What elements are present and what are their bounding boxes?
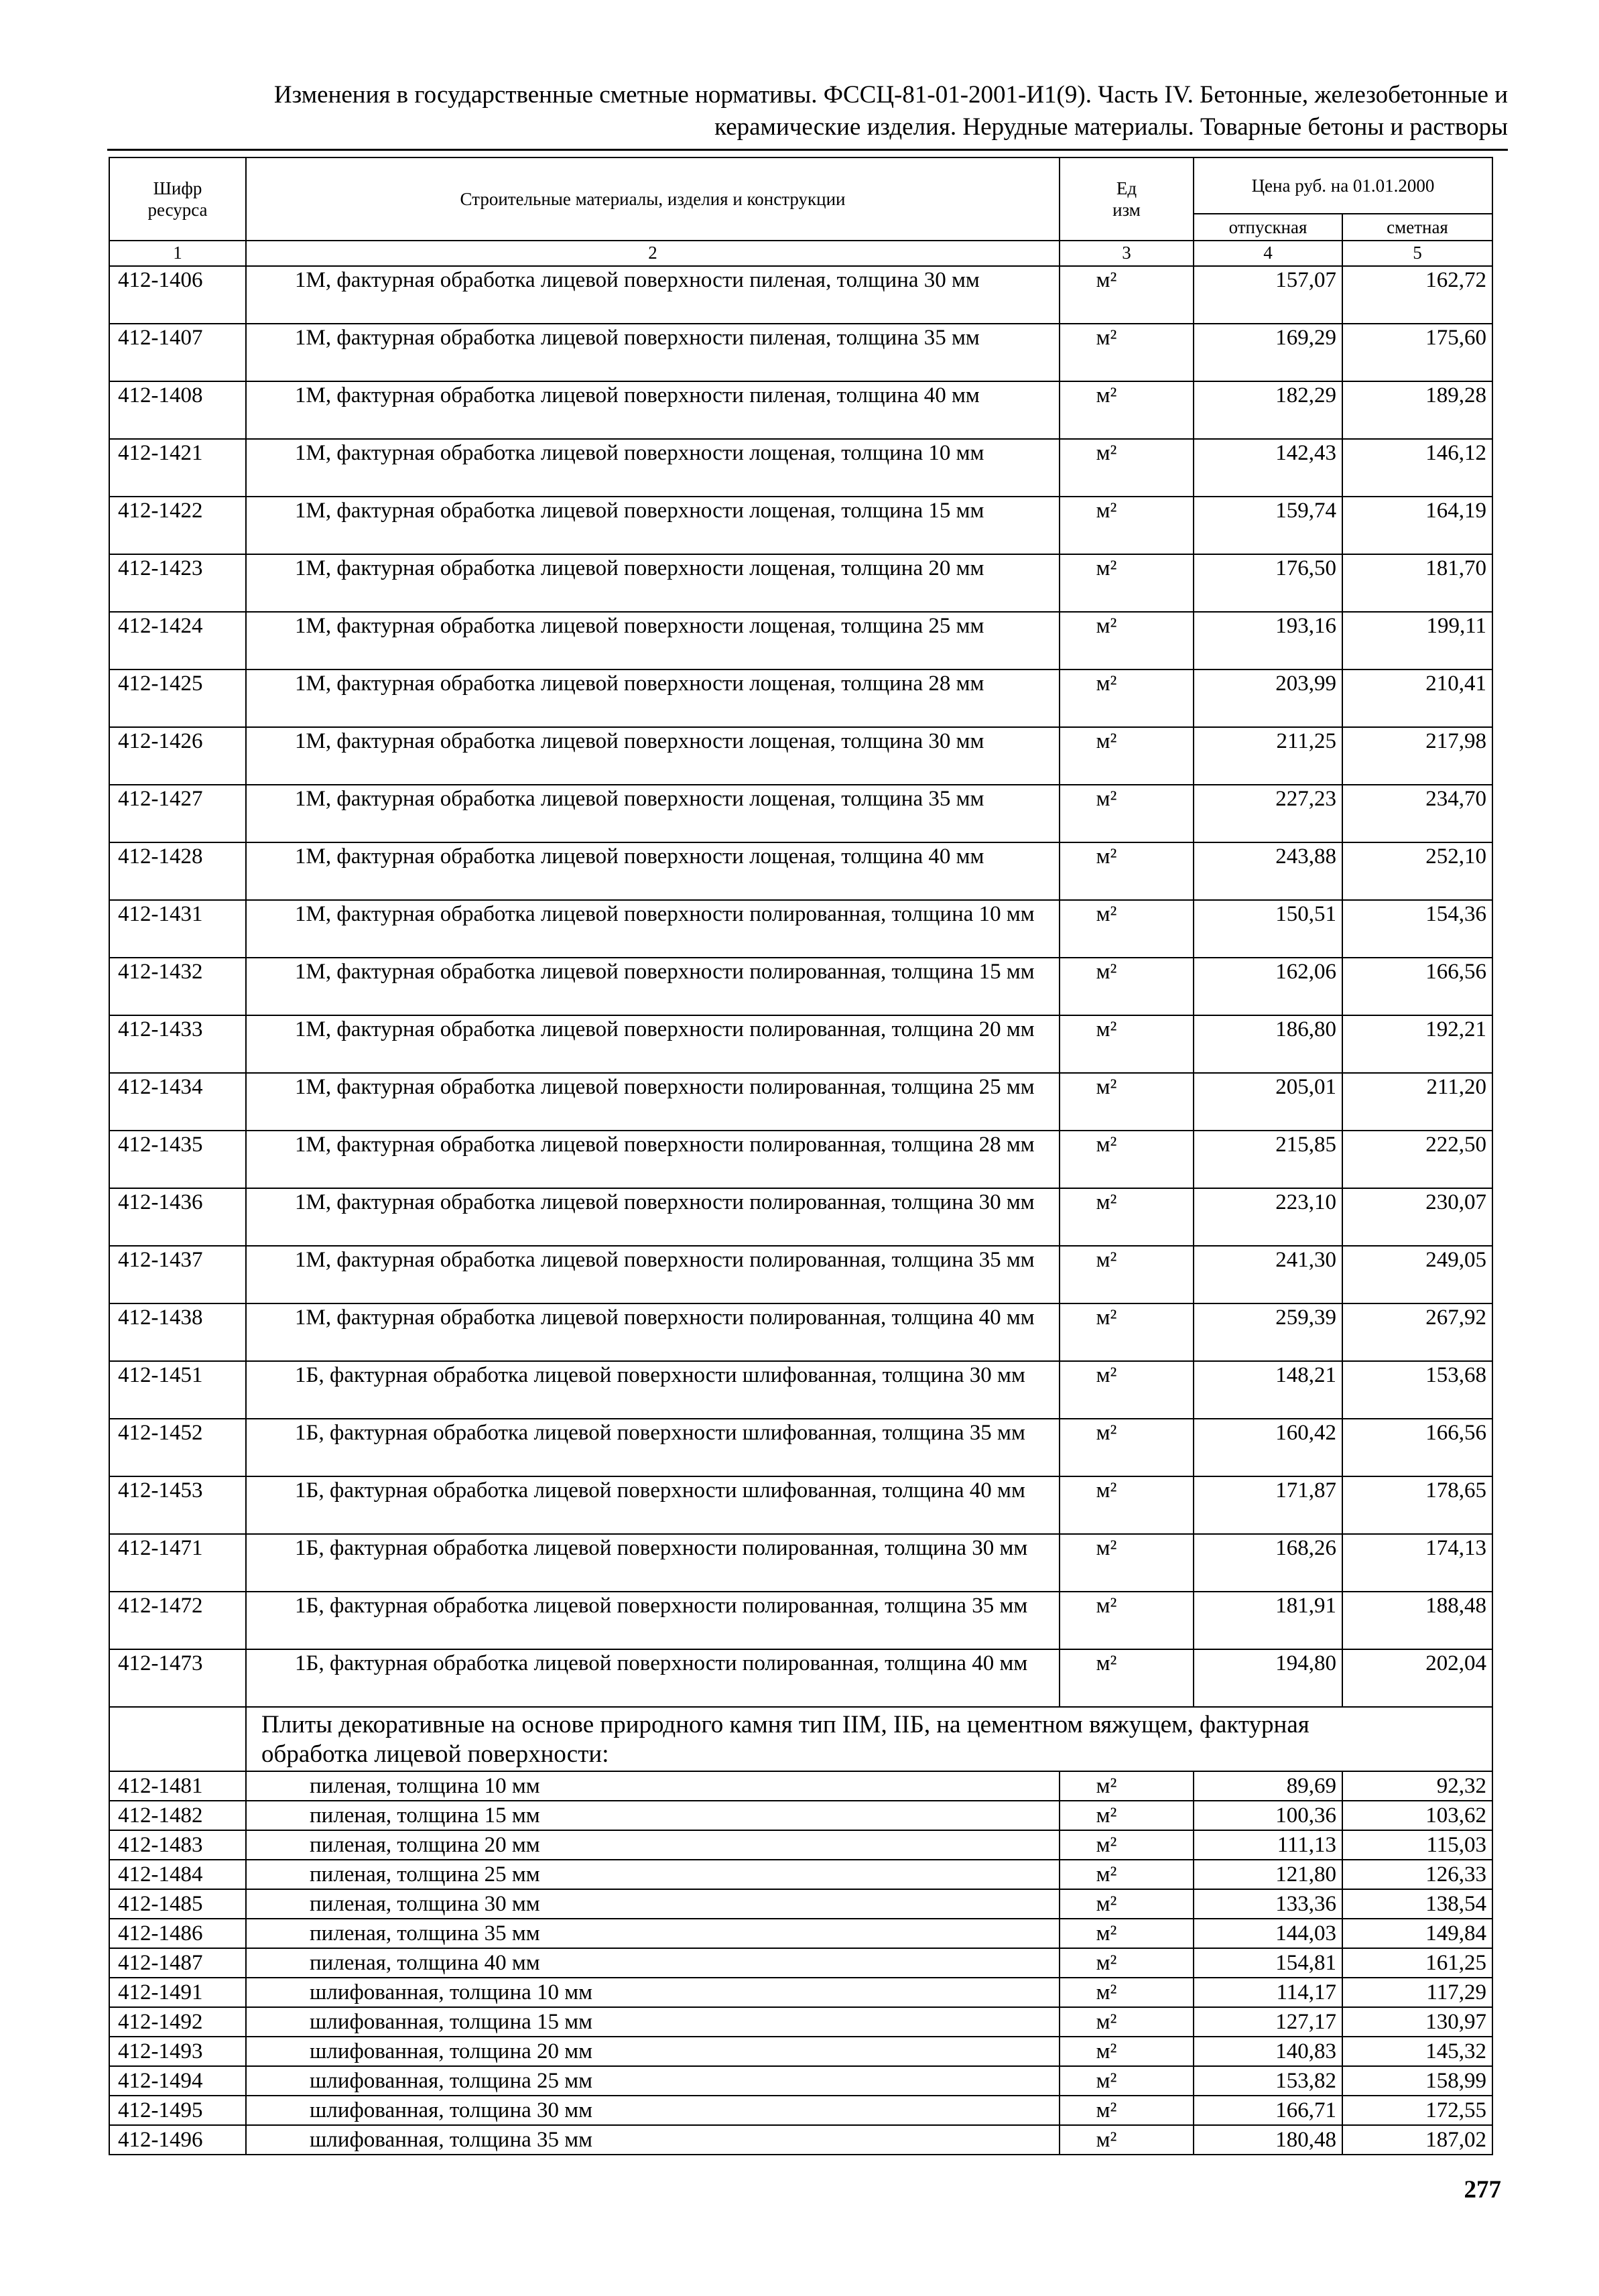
release-price: 142,43 [1194, 439, 1342, 497]
description-text: 1М, фактурная обработка лицевой поверхности полированная, толщина 10 мм [295, 902, 1035, 926]
resource-code: 412-1436 [109, 1188, 246, 1246]
estimate-price: 117,29 [1342, 1978, 1492, 2007]
description-text: пиленая, толщина 20 мм [310, 1833, 540, 1857]
release-price: 194,80 [1194, 1649, 1342, 1707]
description-text: пиленая, толщина 10 мм [310, 1774, 540, 1798]
resource-description [246, 1476, 1060, 1534]
unit-of-measure: м² [1060, 1534, 1194, 1592]
resource-description [246, 1419, 1060, 1476]
resource-code: 412-1408 [109, 381, 246, 439]
release-price: 169,29 [1194, 324, 1342, 381]
unit-of-measure: м² [1060, 727, 1194, 785]
description-text: 1М, фактурная обработка лицевой поверхности полированная, толщина 35 мм [295, 1248, 1035, 1272]
description-text: 1М, фактурная обработка лицевой поверхности пиленая, толщина 40 мм [295, 383, 980, 407]
table-row [109, 1771, 1492, 1801]
unit-of-measure: м² [1060, 1771, 1194, 1801]
resource-description [246, 1830, 1060, 1860]
resource-description [246, 1801, 1060, 1830]
description-text: 1М, фактурная обработка лицевой поверхности пиленая, толщина 30 мм [295, 268, 980, 292]
estimate-price: 126,33 [1342, 1860, 1492, 1889]
estimate-price: 249,05 [1342, 1246, 1492, 1303]
table-row [109, 1948, 1492, 1978]
unit-of-measure: м² [1060, 1131, 1194, 1188]
estimate-price: 161,25 [1342, 1948, 1492, 1978]
table-row [109, 1860, 1492, 1889]
resource-code: 412-1453 [109, 1476, 246, 1534]
table-row [109, 669, 1492, 727]
resource-description [246, 324, 1060, 381]
unit-of-measure: м² [1060, 1948, 1194, 1978]
release-price: 166,71 [1194, 2096, 1342, 2125]
table-row [109, 2066, 1492, 2096]
estimate-price: 189,28 [1342, 381, 1492, 439]
description-text: пиленая, толщина 15 мм [310, 1803, 540, 1828]
resource-description [246, 669, 1060, 727]
resource-code: 412-1451 [109, 1361, 246, 1419]
release-price: 186,80 [1194, 1015, 1342, 1073]
estimate-price: 210,41 [1342, 669, 1492, 727]
resource-code: 412-1422 [109, 497, 246, 554]
table-row [109, 1015, 1492, 1073]
release-price: 160,42 [1194, 1419, 1342, 1476]
table-row [109, 1476, 1492, 1534]
resource-code: 412-1486 [109, 1919, 246, 1948]
table-row [109, 1830, 1492, 1860]
resource-description [246, 785, 1060, 842]
table-row [109, 1131, 1492, 1188]
header-unit-line1: Ед [1116, 178, 1137, 198]
release-price: 140,83 [1194, 2037, 1342, 2066]
estimate-price: 199,11 [1342, 612, 1492, 669]
resource-code: 412-1472 [109, 1592, 246, 1649]
release-price: 215,85 [1194, 1131, 1342, 1188]
description-text: шлифованная, толщина 30 мм [310, 2098, 593, 2122]
resource-description [246, 2066, 1060, 2096]
table-row [109, 2007, 1492, 2037]
description-text: 1Б, фактурная обработка лицевой поверхности полированная, толщина 30 мм [295, 1536, 1028, 1560]
estimate-price: 145,32 [1342, 2037, 1492, 2066]
description-text: 1Б, фактурная обработка лицевой поверхности полированная, толщина 35 мм [295, 1594, 1028, 1618]
resource-code: 412-1485 [109, 1889, 246, 1919]
unit-of-measure: м² [1060, 1860, 1194, 1889]
column-number-row [109, 241, 1492, 266]
release-price: 203,99 [1194, 669, 1342, 727]
resource-code: 412-1425 [109, 669, 246, 727]
description-text: 1М, фактурная обработка лицевой поверхности лощеная, толщина 10 мм [295, 441, 984, 465]
estimate-price: 92,32 [1342, 1771, 1492, 1801]
resource-description [246, 1015, 1060, 1073]
unit-of-measure: м² [1060, 1361, 1194, 1419]
resource-code: 412-1407 [109, 324, 246, 381]
resource-code: 412-1487 [109, 1948, 246, 1978]
resource-description [246, 1649, 1060, 1707]
description-text: шлифованная, толщина 20 мм [310, 2039, 593, 2063]
header-estimate: сметная [1342, 214, 1492, 241]
unit-of-measure: м² [1060, 381, 1194, 439]
description-text: 1М, фактурная обработка лицевой поверхности пиленая, толщина 35 мм [295, 326, 980, 350]
release-price: 111,13 [1194, 1830, 1342, 1860]
resource-code: 412-1434 [109, 1073, 246, 1131]
description-text: 1М, фактурная обработка лицевой поверхности лощеная, толщина 28 мм [295, 672, 984, 696]
table-row [109, 1592, 1492, 1649]
estimate-price: 174,13 [1342, 1534, 1492, 1592]
unit-of-measure: м² [1060, 2007, 1194, 2037]
release-price: 181,91 [1194, 1592, 1342, 1649]
table-row [109, 1919, 1492, 1948]
resource-description [246, 1919, 1060, 1948]
resource-code: 412-1438 [109, 1303, 246, 1361]
description-text: 1Б, фактурная обработка лицевой поверхности шлифованная, толщина 35 мм [295, 1421, 1025, 1445]
resource-code: 412-1473 [109, 1649, 246, 1707]
table-row [109, 1246, 1492, 1303]
table-row [109, 1649, 1492, 1707]
release-price: 154,81 [1194, 1948, 1342, 1978]
resource-code: 412-1483 [109, 1830, 246, 1860]
resource-code: 412-1493 [109, 2037, 246, 2066]
description-text: 1М, фактурная обработка лицевой поверхности полированная, толщина 28 мм [295, 1133, 1035, 1157]
description-text: пиленая, толщина 40 мм [310, 1951, 540, 1975]
resource-code: 412-1481 [109, 1771, 246, 1801]
release-price: 227,23 [1194, 785, 1342, 842]
resource-description [246, 842, 1060, 900]
estimate-price: 178,65 [1342, 1476, 1492, 1534]
table-row [109, 1419, 1492, 1476]
release-price: 176,50 [1194, 554, 1342, 612]
estimate-price: 230,07 [1342, 1188, 1492, 1246]
estimate-price: 130,97 [1342, 2007, 1492, 2037]
unit-of-measure: м² [1060, 1889, 1194, 1919]
resource-description [246, 1303, 1060, 1361]
resource-code: 412-1495 [109, 2096, 246, 2125]
table-row [109, 2125, 1492, 2155]
release-price: 205,01 [1194, 1073, 1342, 1131]
resource-description [246, 554, 1060, 612]
resource-code: 412-1484 [109, 1860, 246, 1889]
resource-description [246, 2037, 1060, 2066]
table-row [109, 381, 1492, 439]
estimate-price: 146,12 [1342, 439, 1492, 497]
table-row [109, 727, 1492, 785]
unit-of-measure: м² [1060, 900, 1194, 958]
resource-description [246, 1361, 1060, 1419]
release-price: 162,06 [1194, 958, 1342, 1015]
resource-code: 412-1428 [109, 842, 246, 900]
header-cipher-line2: ресурса [147, 200, 208, 220]
table-row [109, 497, 1492, 554]
unit-of-measure: м² [1060, 2125, 1194, 2155]
description-text: шлифованная, толщина 15 мм [310, 2010, 593, 2034]
unit-of-measure: м² [1060, 958, 1194, 1015]
resource-code: 412-1471 [109, 1534, 246, 1592]
table-row [109, 1889, 1492, 1919]
header-materials: Строительные материалы, изделия и конструкции [246, 157, 1060, 241]
resource-description [246, 1073, 1060, 1131]
estimate-price: 103,62 [1342, 1801, 1492, 1830]
estimate-price: 158,99 [1342, 2066, 1492, 2096]
resource-description [246, 1860, 1060, 1889]
estimate-price: 175,60 [1342, 324, 1492, 381]
resource-code: 412-1421 [109, 439, 246, 497]
description-text: шлифованная, толщина 10 мм [310, 1980, 593, 2004]
description-text: 1М, фактурная обработка лицевой поверхности полированная, толщина 20 мм [295, 1017, 1035, 1041]
table-row [109, 958, 1492, 1015]
description-text: шлифованная, толщина 35 мм [310, 2128, 593, 2152]
resource-code: 412-1494 [109, 2066, 246, 2096]
description-text: 1М, фактурная обработка лицевой поверхности полированная, толщина 30 мм [295, 1190, 1035, 1214]
column-number: 1 [109, 241, 246, 266]
unit-of-measure: м² [1060, 1978, 1194, 2007]
page-header [134, 79, 1508, 143]
estimate-price: 181,70 [1342, 554, 1492, 612]
table-row [109, 1801, 1492, 1830]
resource-description [246, 1131, 1060, 1188]
table-row [109, 612, 1492, 669]
resource-description [246, 2125, 1060, 2155]
header-unit-line2: изм [1112, 200, 1141, 220]
estimate-price: 115,03 [1342, 1830, 1492, 1860]
table-row [109, 900, 1492, 958]
table-row [109, 1978, 1492, 2007]
table-row [109, 324, 1492, 381]
resource-description [246, 439, 1060, 497]
table-row [109, 1188, 1492, 1246]
resource-code: 412-1482 [109, 1801, 246, 1830]
estimate-price: 166,56 [1342, 1419, 1492, 1476]
resource-code: 412-1433 [109, 1015, 246, 1073]
resource-description [246, 900, 1060, 958]
header-line-1: Изменения в государственные сметные нормативы. ФССЦ-81-01-2001-И1(9). Часть IV. Бетонные, железобетонные и [273, 81, 1508, 109]
description-text: пиленая, толщина 35 мм [310, 1921, 540, 1946]
estimate-price: 211,20 [1342, 1073, 1492, 1131]
header-unit [1060, 157, 1194, 241]
table-row [109, 842, 1492, 900]
unit-of-measure: м² [1060, 1801, 1194, 1830]
table-row [109, 785, 1492, 842]
unit-of-measure: м² [1060, 324, 1194, 381]
unit-of-measure: м² [1060, 1015, 1194, 1073]
table-body-main [109, 266, 1492, 1707]
release-price: 127,17 [1194, 2007, 1342, 2037]
description-text: 1М, фактурная обработка лицевой поверхности лощеная, толщина 40 мм [295, 844, 984, 869]
header-cipher [109, 157, 246, 241]
release-price: 89,69 [1194, 1771, 1342, 1801]
estimate-price: 234,70 [1342, 785, 1492, 842]
resource-description [246, 1948, 1060, 1978]
resource-code: 412-1426 [109, 727, 246, 785]
unit-of-measure: м² [1060, 497, 1194, 554]
description-text: 1Б, фактурная обработка лицевой поверхности шлифованная, толщина 40 мм [295, 1478, 1025, 1503]
resource-description [246, 266, 1060, 324]
estimate-price: 222,50 [1342, 1131, 1492, 1188]
unit-of-measure: м² [1060, 1419, 1194, 1476]
description-text: 1М, фактурная обработка лицевой поверхности лощеная, толщина 20 мм [295, 556, 984, 580]
header-cipher-line1: Шифр [153, 178, 202, 198]
unit-of-measure: м² [1060, 842, 1194, 900]
unit-of-measure: м² [1060, 1476, 1194, 1534]
unit-of-measure: м² [1060, 612, 1194, 669]
table-body-section [109, 1771, 1492, 2155]
description-text: шлифованная, толщина 25 мм [310, 2069, 593, 2093]
estimate-price: 172,55 [1342, 2096, 1492, 2125]
unit-of-measure: м² [1060, 2037, 1194, 2066]
unit-of-measure: м² [1060, 1073, 1194, 1131]
release-price: 259,39 [1194, 1303, 1342, 1361]
release-price: 144,03 [1194, 1919, 1342, 1948]
unit-of-measure: м² [1060, 669, 1194, 727]
estimate-price: 252,10 [1342, 842, 1492, 900]
release-price: 153,82 [1194, 2066, 1342, 2096]
unit-of-measure: м² [1060, 2066, 1194, 2096]
resource-code: 412-1431 [109, 900, 246, 958]
estimate-price: 164,19 [1342, 497, 1492, 554]
table-row [109, 2096, 1492, 2125]
resource-description [246, 1592, 1060, 1649]
resource-code: 412-1492 [109, 2007, 246, 2037]
release-price: 159,74 [1194, 497, 1342, 554]
unit-of-measure: м² [1060, 1830, 1194, 1860]
resource-description [246, 958, 1060, 1015]
resource-description [246, 1534, 1060, 1592]
resource-description [246, 2007, 1060, 2037]
unit-of-measure: м² [1060, 439, 1194, 497]
release-price: 182,29 [1194, 381, 1342, 439]
table-section [109, 1707, 1492, 1771]
resource-description [246, 497, 1060, 554]
unit-of-measure: м² [1060, 785, 1194, 842]
resource-code: 412-1427 [109, 785, 246, 842]
resource-code: 412-1435 [109, 1131, 246, 1188]
table-row [109, 266, 1492, 324]
column-number: 2 [246, 241, 1060, 266]
description-text: 1М, фактурная обработка лицевой поверхности лощеная, толщина 25 мм [295, 614, 984, 638]
resource-description [246, 612, 1060, 669]
description-text: пиленая, толщина 30 мм [310, 1892, 540, 1916]
release-price: 114,17 [1194, 1978, 1342, 2007]
unit-of-measure: м² [1060, 2096, 1194, 2125]
resource-price-table [109, 157, 1493, 2155]
release-price: 121,80 [1194, 1860, 1342, 1889]
table-row [109, 1073, 1492, 1131]
description-text: 1М, фактурная обработка лицевой поверхности полированная, толщина 40 мм [295, 1305, 1035, 1330]
resource-code: 412-1496 [109, 2125, 246, 2155]
description-text: 1М, фактурная обработка лицевой поверхности полированная, толщина 15 мм [295, 960, 1035, 984]
release-price: 223,10 [1194, 1188, 1342, 1246]
release-price: 193,16 [1194, 612, 1342, 669]
release-price: 211,25 [1194, 727, 1342, 785]
unit-of-measure: м² [1060, 1592, 1194, 1649]
release-price: 133,36 [1194, 1889, 1342, 1919]
resource-code: 412-1424 [109, 612, 246, 669]
description-text: 1М, фактурная обработка лицевой поверхности лощеная, толщина 15 мм [295, 499, 984, 523]
release-price: 148,21 [1194, 1361, 1342, 1419]
unit-of-measure: м² [1060, 1188, 1194, 1246]
description-text: 1М, фактурная обработка лицевой поверхности лощеная, толщина 35 мм [295, 787, 984, 811]
resource-code: 412-1406 [109, 266, 246, 324]
description-text: 1Б, фактурная обработка лицевой поверхности полированная, толщина 40 мм [295, 1651, 1028, 1675]
section-heading: Плиты декоративные на основе природного камня тип IIМ, IIБ, на цементном вяжущем, фактурная обработка лицевой поверхности: [246, 1707, 1492, 1771]
estimate-price: 153,68 [1342, 1361, 1492, 1419]
unit-of-measure: м² [1060, 1246, 1194, 1303]
release-price: 100,36 [1194, 1801, 1342, 1830]
resource-description [246, 1771, 1060, 1801]
table-row [109, 554, 1492, 612]
resource-code: 412-1437 [109, 1246, 246, 1303]
table-row [109, 1361, 1492, 1419]
resource-code: 412-1423 [109, 554, 246, 612]
resource-description [246, 1188, 1060, 1246]
resource-code: 412-1432 [109, 958, 246, 1015]
estimate-price: 202,04 [1342, 1649, 1492, 1707]
resource-code: 412-1491 [109, 1978, 246, 2007]
resource-description [246, 381, 1060, 439]
estimate-price: 162,72 [1342, 266, 1492, 324]
resource-description [246, 1978, 1060, 2007]
unit-of-measure: м² [1060, 266, 1194, 324]
estimate-price: 217,98 [1342, 727, 1492, 785]
estimate-price: 267,92 [1342, 1303, 1492, 1361]
release-price: 171,87 [1194, 1476, 1342, 1534]
description-text: 1М, фактурная обработка лицевой поверхности лощеная, толщина 30 мм [295, 729, 984, 753]
estimate-price: 154,36 [1342, 900, 1492, 958]
resource-description [246, 1889, 1060, 1919]
release-price: 241,30 [1194, 1246, 1342, 1303]
unit-of-measure: м² [1060, 554, 1194, 612]
header-rule [107, 149, 1508, 151]
table-row [109, 1534, 1492, 1592]
column-number: 5 [1342, 241, 1492, 266]
column-number: 3 [1060, 241, 1194, 266]
header-release: отпускная [1194, 214, 1342, 241]
release-price: 243,88 [1194, 842, 1342, 900]
table-row [109, 1303, 1492, 1361]
section-spacer [109, 1707, 246, 1771]
resource-code: 412-1452 [109, 1419, 246, 1476]
column-number: 4 [1194, 241, 1342, 266]
unit-of-measure: м² [1060, 1919, 1194, 1948]
resource-description [246, 1246, 1060, 1303]
estimate-price: 192,21 [1342, 1015, 1492, 1073]
estimate-price: 149,84 [1342, 1919, 1492, 1948]
release-price: 180,48 [1194, 2125, 1342, 2155]
description-text: 1Б, фактурная обработка лицевой поверхности шлифованная, толщина 30 мм [295, 1363, 1025, 1387]
page-number: 277 [1464, 2176, 1501, 2204]
resource-description [246, 2096, 1060, 2125]
table-row [109, 2037, 1492, 2066]
description-text: пиленая, толщина 25 мм [310, 1862, 540, 1887]
estimate-price: 187,02 [1342, 2125, 1492, 2155]
resource-description [246, 727, 1060, 785]
estimate-price: 166,56 [1342, 958, 1492, 1015]
estimate-price: 188,48 [1342, 1592, 1492, 1649]
estimate-price: 138,54 [1342, 1889, 1492, 1919]
table-row [109, 439, 1492, 497]
unit-of-measure: м² [1060, 1649, 1194, 1707]
header-line-2: керамические изделия. Нерудные материалы. Товарные бетоны и растворы [714, 113, 1508, 141]
release-price: 150,51 [1194, 900, 1342, 958]
header-price: Цена руб. на 01.01.2000 [1194, 157, 1492, 214]
description-text: 1М, фактурная обработка лицевой поверхности полированная, толщина 25 мм [295, 1075, 1035, 1099]
unit-of-measure: м² [1060, 1303, 1194, 1361]
release-price: 157,07 [1194, 266, 1342, 324]
release-price: 168,26 [1194, 1534, 1342, 1592]
